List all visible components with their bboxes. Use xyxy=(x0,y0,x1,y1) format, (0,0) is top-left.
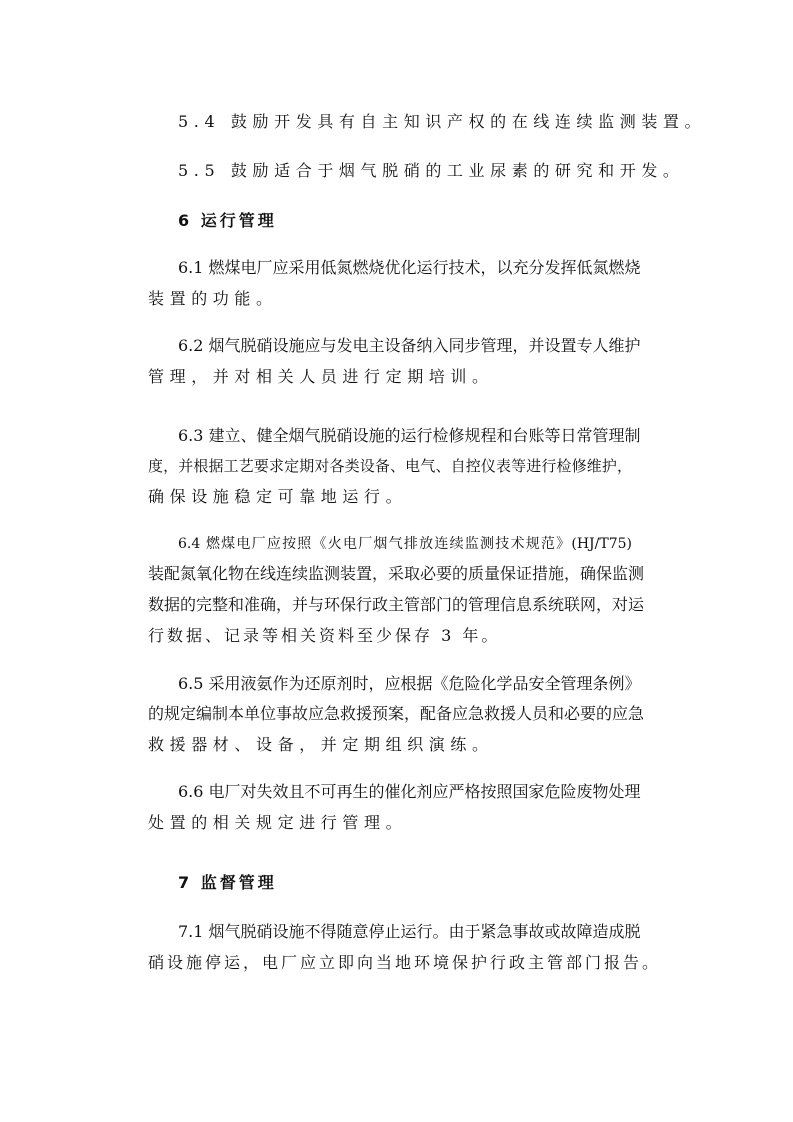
paragraph-6-5-line: 救援器材、设备，并定期组织演练。 xyxy=(148,735,494,754)
paragraph-6-3-line: 6.3 建立、健全烟气脱硝设施的运行检修规程和台账等日常管理制 xyxy=(178,426,641,445)
paragraph-5-4: 5.4 鼓励开发具有自主知识产权的在线连续监测装置。 xyxy=(178,112,707,131)
paragraph-6-2-line: 管理，并对相关人员进行定期培训。 xyxy=(148,367,494,386)
paragraph-6-1-line: 装置的功能。 xyxy=(148,289,278,308)
section-heading-7: 7 监督管理 xyxy=(178,873,277,892)
section-heading-6: 6 运行管理 xyxy=(178,211,277,230)
paragraph-6-5-line: 的规定编制本单位事故应急救援预案，配备应急救援人员和必要的应急 xyxy=(148,704,645,723)
paragraph-6-3-line: 度，并根据工艺要求定期对各类设备、电气、自控仪表等进行检修维护， xyxy=(148,457,632,475)
paragraph-6-1-line: 6.1 燃煤电厂应采用低氮燃烧优化运行技术，以充分发挥低氮燃烧 xyxy=(178,258,641,277)
paragraph-6-4-line: 装配氮氧化物在线连续监测装置，采取必要的质量保证措施，确保监测 xyxy=(148,564,645,583)
paragraph-6-2-line: 6.2 烟气脱硝设施应与发电主设备纳入同步管理，并设置专人维护 xyxy=(178,336,641,355)
paragraph-6-4-line: 行数据、记录等相关资料至少保存 3 年。 xyxy=(148,626,501,645)
paragraph-7-1-line: 硝设施停运，电厂应立即向当地环境保护行政主管部门报告。 xyxy=(148,953,662,972)
paragraph-6-6-line: 6.6 电厂对失效且不可再生的催化剂应严格按照国家危险废物处理 xyxy=(178,782,641,801)
paragraph-6-4-line: 数据的完整和准确，并与环保行政主管部门的管理信息系统联网，对运 xyxy=(148,595,645,614)
paragraph-6-6-line: 处置的相关规定进行管理。 xyxy=(148,813,408,832)
paragraph-5-5: 5.5 鼓励适合于烟气脱硝的工业尿素的研究和开发。 xyxy=(178,161,685,180)
paragraph-6-3-line: 确保设施稳定可靠地运行。 xyxy=(148,487,408,506)
paragraph-7-1-line: 7.1 烟气脱硝设施不得随意停止运行。由于紧急事故或故障造成脱 xyxy=(178,922,641,941)
paragraph-6-4-line: 6.4 燃煤电厂应按照《火电厂烟气排放连续监测技术规范》(HJ/T75) xyxy=(178,536,632,552)
paragraph-6-5-line: 6.5 采用液氨作为还原剂时，应根据《危险化学品安全管理条例》 xyxy=(178,674,641,693)
